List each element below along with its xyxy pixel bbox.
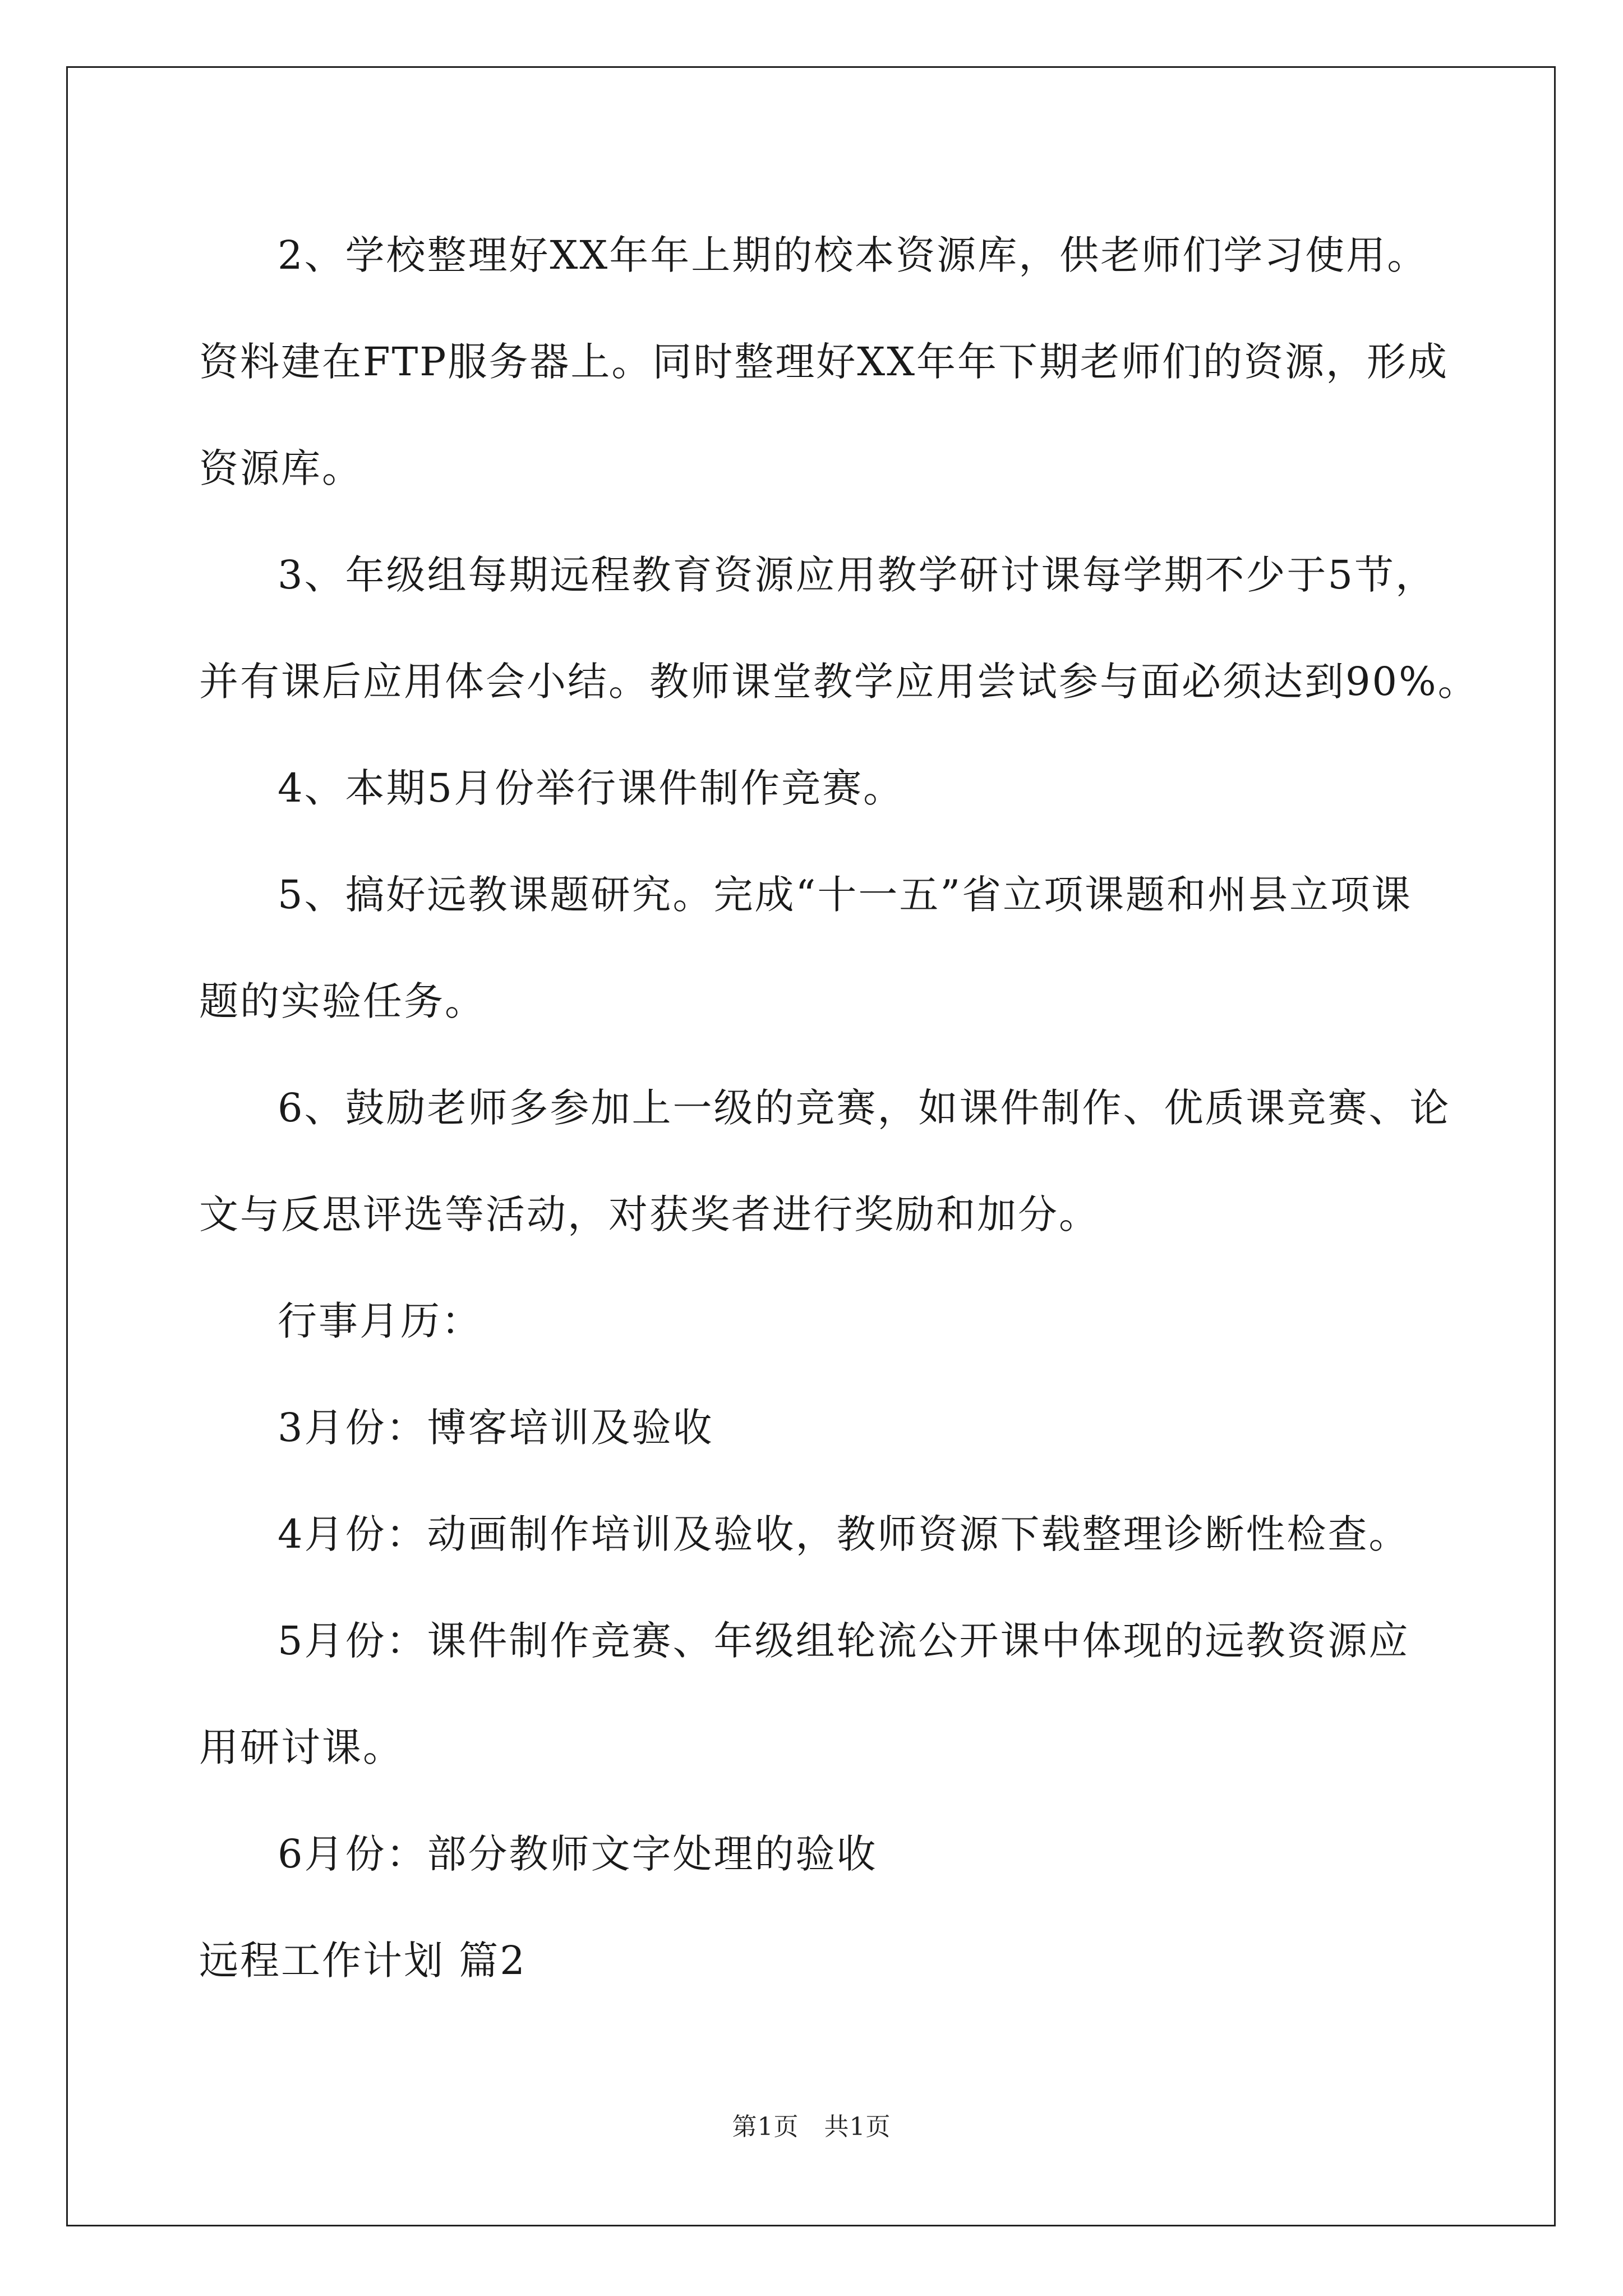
paragraph-6-line-1: 6、鼓励老师多参加上一级的竞赛，如课件制作、优质课竞赛、论	[278, 1085, 1451, 1131]
paragraph-3-line-2: 并有课后应用体会小结。教师课堂教学应用尝试参与面必须达到90%。	[199, 659, 1479, 705]
paragraph-2-line-2: 资料建在FTP服务器上。同时整理好XX年年下期老师们的资源，形成	[199, 339, 1449, 385]
calendar-march: 3月份：博客培训及验收	[278, 1405, 714, 1451]
calendar-april: 4月份：动画制作培训及验收，教师资源下载整理诊断性检查。	[278, 1511, 1410, 1557]
calendar-title: 行事月历：	[278, 1298, 482, 1344]
section-heading: 远程工作计划 篇2	[199, 1938, 527, 1984]
paragraph-4-line-1: 4、本期5月份举行课件制作竞赛。	[278, 765, 905, 811]
calendar-may-line-1: 5月份：课件制作竞赛、年级组轮流公开课中体现的远教资源应	[278, 1618, 1410, 1664]
paragraph-5-line-1: 5、搞好远教课题研究。完成“十一五”省立项课题和州县立项课	[278, 872, 1413, 918]
calendar-may-line-2: 用研讨课。	[199, 1724, 404, 1770]
paragraph-3-line-1: 3、年级组每期远程教育资源应用教学研讨课每学期不少于5节，	[278, 552, 1437, 598]
paragraph-2-line-3: 资源库。	[199, 445, 363, 491]
document-body	[199, 202, 1479, 2014]
paragraph-5-line-2: 题的实验任务。	[199, 978, 486, 1024]
paragraph-6-line-2: 文与反思评选等活动，对获奖者进行奖励和加分。	[199, 1191, 1100, 1237]
calendar-june: 6月份：部分教师文字处理的验收	[278, 1831, 878, 1877]
page-footer: 第1页 共1页	[732, 2113, 891, 2141]
paragraph-2-line-1: 2、学校整理好XX年年上期的校本资源库，供老师们学习使用。	[278, 232, 1428, 278]
